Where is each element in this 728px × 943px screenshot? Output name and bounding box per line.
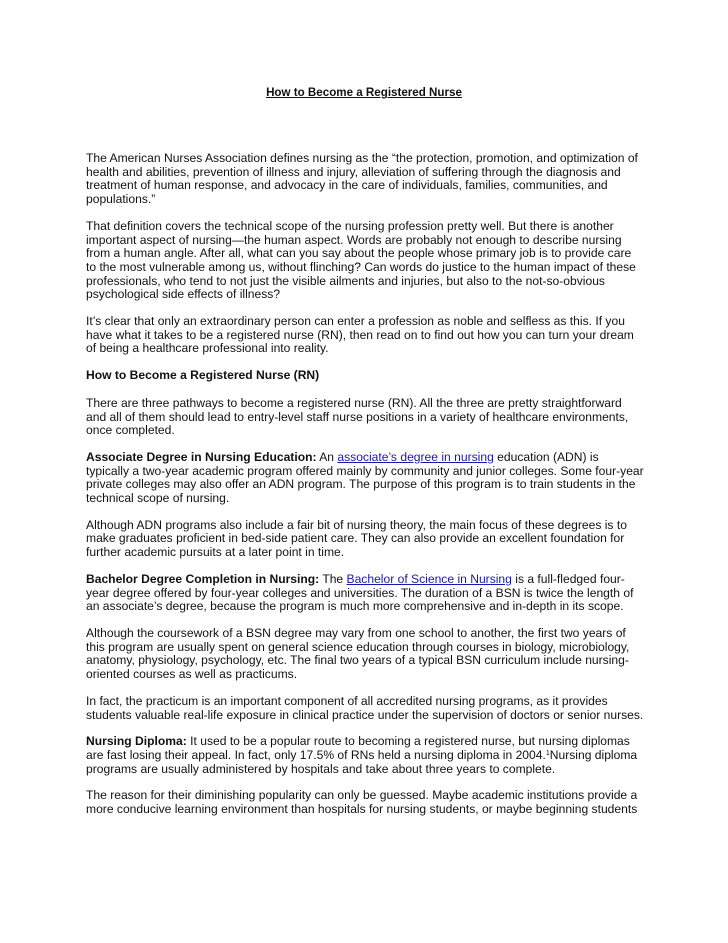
adn-before-link: An <box>316 449 338 464</box>
paragraph-practicum: In fact, the practicum is an important component of all accredited nursing programs, as it provides students valuable real-life exposure in clinical practice under the supervision of doctors or senior nurses. <box>86 693 644 722</box>
paragraph-bsn-coursework: Although the coursework of a BSN degree may vary from one school to another, the first two years of this program are usually spent on general science education through courses in biology, microbiology, anatomy, physiology, psychology, etc. The final two years of a typical BSN curriculum include nursing-oriented courses as well as practicums. <box>86 625 630 682</box>
paragraph-adn-theory: Although ADN programs also include a fair bit of nursing theory, the main focus of these degrees is to make graduates proficient in bed-side patient care. They can also provide an excellent foundation for further academic pursuits at a later point in time. <box>86 517 627 560</box>
paragraph-three-pathways: There are three pathways to become a registered nurse (RN). All the three are pretty straightforward and all of them should lead to entry-level staff nurse positions in a variety of healthcare environments, once completed. <box>86 395 629 438</box>
footnote-marker: 1 <box>545 749 550 757</box>
diploma-lead: Nursing Diploma: <box>86 734 187 749</box>
paragraph-definition: The American Nurses Association defines nursing as the “the protection, promotion, and optimization of health and abilities, prevention of illness and injury, alleviation of suffering through the diagnosis and treatment of human response, and advocacy in the care of individuals, families, communities, and populations.” <box>86 151 638 207</box>
paragraph-adn <box>86 451 644 506</box>
paragraph-diminishing-popularity: The reason for their diminishing popularity can only be guessed. Maybe academic institutions provide a more conducive learning environment than hospitals for nursing students, or maybe beginning students <box>86 788 638 817</box>
bsn-lead: Bachelor Degree Completion in Nursing: <box>86 571 320 586</box>
diploma-text: It used to be a popular route to becoming a registered nurse, but nursing diplomas are fast losing their appeal. In fact, only 17.5% of RNs held a nursing diploma in 2004. <box>86 734 630 762</box>
bsn-after-link: is a full-fledged four-year degree offered by four-year colleges and universities. The duration of a BSN is twice the length of an associate’s degree, because the program is much more comprehensive and in-depth in its scope. <box>86 571 634 614</box>
paragraph-diploma <box>86 735 644 776</box>
bsn-link[interactable]: Bachelor of Science in Nursing <box>346 571 512 586</box>
paragraph-bsn <box>86 573 644 614</box>
adn-after-link: education (ADN) is typically a two-year academic program offered mainly by community and junior colleges. Some four-year private colleges may also offer an ADN program. The purpose of this program is to train students in the technical scope of nursing. <box>86 449 644 506</box>
diploma-after-footnote: Nursing diploma programs are usually administered by hospitals and take about three years to complete. <box>86 747 638 776</box>
paragraph-human-aspect: That definition covers the technical scope of the nursing profession pretty well. But there is another important aspect of nursing—the human aspect. Words are probably not enough to describe nursing from a human angle. After all, what can you say about the people whose primary job is to provide care to the most vulnerable among us, without flinching? Can words do justice to the human impact of these professionals, who tend to not just the visible ailments and injuries, but also to the not-so-obvious psychological side effects of illness? <box>86 218 636 302</box>
adn-lead: Associate Degree in Nursing Education: <box>86 449 317 464</box>
paragraph-extraordinary-person: It’s clear that only an extraordinary person can enter a profession as noble and selfless as this. If you have what it takes to be a registered nurse (RN), then read on to find out how you can turn your dream of being a healthcare professional into reality. <box>86 314 634 356</box>
section-heading: How to Become a Registered Nurse (RN) <box>86 368 320 383</box>
bsn-before-link: The <box>319 571 347 586</box>
document-body <box>86 152 644 830</box>
document-title: How to Become a Registered Nurse <box>266 86 462 99</box>
adn-link[interactable]: associate’s degree in nursing <box>337 449 494 464</box>
